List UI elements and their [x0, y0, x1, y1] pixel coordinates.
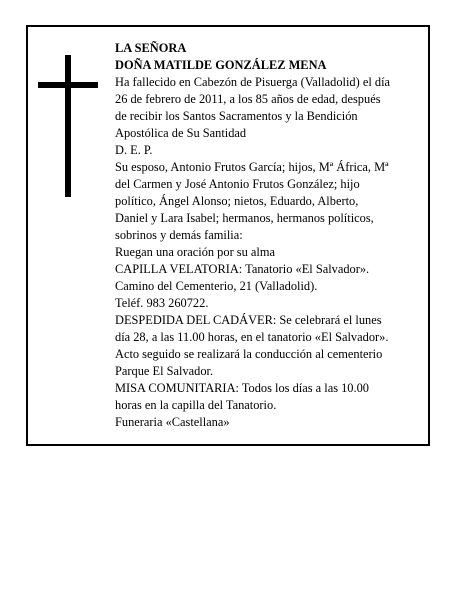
notice-line: CAPILLA VELATORIA: Tanatorio «El Salvador». [115, 262, 370, 276]
notice-heading: LA SEÑORA [115, 41, 187, 55]
notice-line: MISA COMUNITARIA: Todos los días a las 10.00 [115, 381, 369, 395]
notice-line: Acto seguido se realizará la conducción al cementerio [115, 347, 383, 361]
deceased-name: DOÑA MATILDE GONZÁLEZ MENA [115, 58, 327, 72]
notice-line: D. E. P. [115, 143, 153, 157]
cross-icon [38, 55, 98, 197]
notice-line: día 28, a las 11.00 horas, en el tanatorio «El Salvador». [115, 330, 389, 344]
cross-vertical-bar [65, 55, 71, 197]
notice-line: de recibir los Santos Sacramentos y la Bendición [115, 109, 358, 123]
notice-line: del Carmen y José Antonio Frutos González; hijo [115, 177, 360, 191]
notice-line: Ruegan una oración por su alma [115, 245, 275, 259]
notice-line: Daniel y Lara Isabel; hermanos, hermanos políticos, [115, 211, 374, 225]
notice-line: horas en la capilla del Tanatorio. [115, 398, 277, 412]
notice-line: Su esposo, Antonio Frutos García; hijos, Mª África, Mª [115, 160, 389, 174]
notice-line: Teléf. 983 260722. [115, 296, 209, 310]
notice-line: Ha fallecido en Cabezón de Pisuerga (Valladolid) el día [115, 75, 391, 89]
notice-line: Parque El Salvador. [115, 364, 214, 378]
notice-text [115, 40, 421, 431]
notice-line: Funeraria «Castellana» [115, 415, 230, 429]
notice-line: DESPEDIDA DEL CADÁVER: Se celebrará el lunes [115, 313, 382, 327]
obituary-notice [26, 25, 430, 446]
notice-line: sobrinos y demás familia: [115, 228, 243, 242]
cross-horizontal-bar [38, 82, 98, 88]
notice-line: Camino del Cementerio, 21 (Valladolid). [115, 279, 318, 293]
notice-line: 26 de febrero de 2011, a los 85 años de edad, después [115, 92, 381, 106]
notice-line: Apostólica de Su Santidad [115, 126, 247, 140]
notice-line: político, Ángel Alonso; nietos, Eduardo, Alberto, [115, 194, 359, 208]
